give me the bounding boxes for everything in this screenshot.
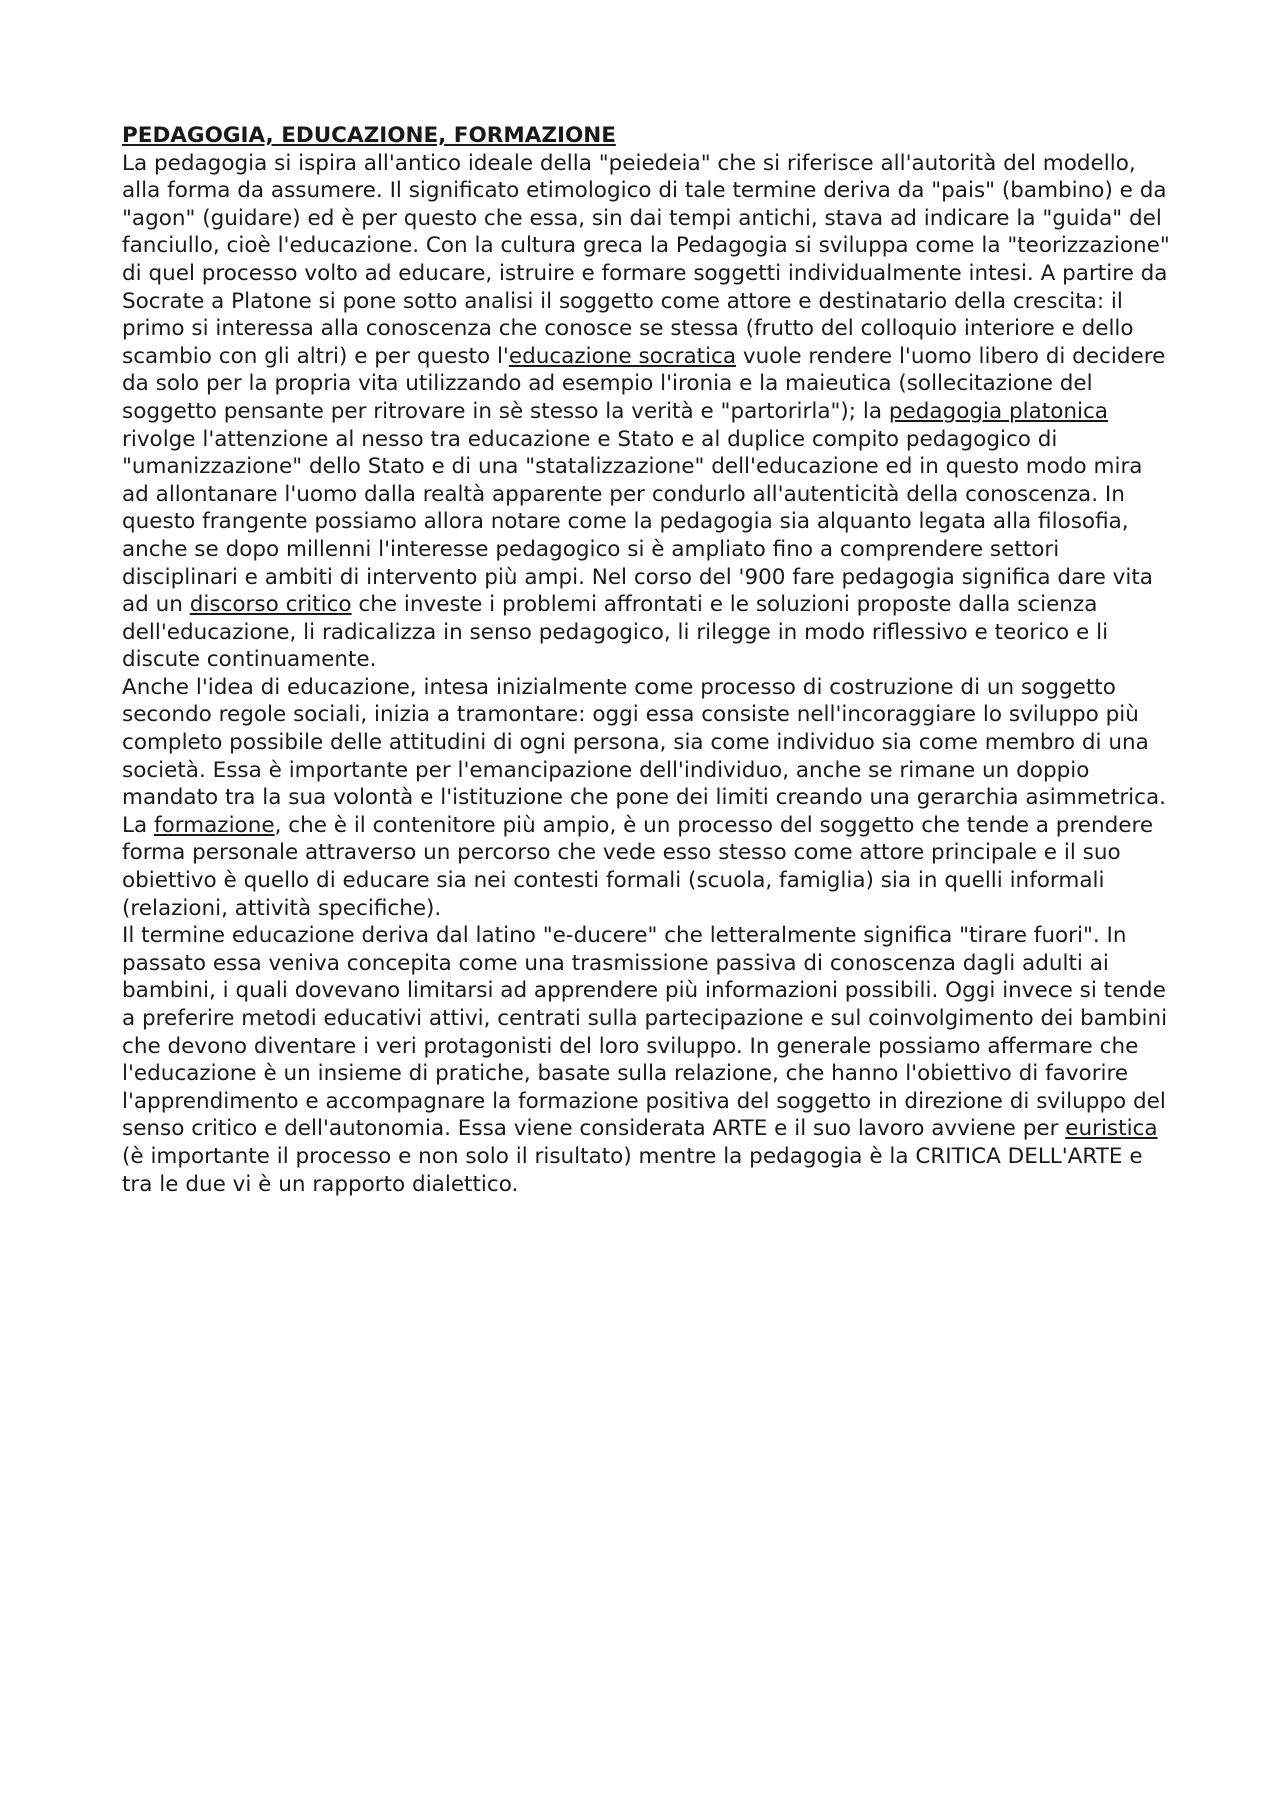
underlined-term-discorso-critico: discorso critico	[189, 592, 352, 618]
paragraph-text: , che è il contenitore più ampio, è un processo del soggetto che tende a prendere forma personale attraverso un percorso che vede esso stesso come attore principale e il suo obiettivo è quello di educare sia nei contesti formali (scuola, famiglia) sia in quelli informali (relazioni, attività specifiche).	[122, 812, 1154, 921]
paragraph-text: La pedagogia si ispira all'antico ideale della "peiedeia" che si riferisce all'autorità del modello, alla forma da assumere. Il significato etimologico di tale termine deriva da "pais" (bambino) e da "agon" (guidare) ed è per questo che essa, sin dai tempi antichi, stava ad indicare la "guida" del fanciullo, cioè l'educazione. Con la cultura greca la Pedagogia si sviluppa come la "teorizzazione" di quel processo volto ad educare, istruire e formare soggetti individualmente intesi. A partire da Socrate a Platone si pone sotto analisi il soggetto come attore e destinatario della crescita: il primo si interessa alla conoscenza che conosce se stessa (frutto del colloquio interiore e dello scambio con gli altri) e per questo l'	[122, 150, 1170, 369]
document-page	[122, 122, 1172, 1198]
paragraph-educazione	[122, 674, 1172, 922]
paragraph-text: Il termine educazione deriva dal latino "e-ducere" che letteralmente significa "tirare fuori". In passato essa veniva concepita come una trasmissione passiva di conoscenza dagli adulti ai bambini, i quali dovevano limitarsi ad apprendere più informazioni possibili. Oggi invece si tende a preferire metodi educativi attivi, centrati sulla partecipazione e sul coinvolgimento dei bambini che devono diventare i veri protagonisti del loro sviluppo. In generale possiamo affermare che l'educazione è un insieme di pratiche, basate sulla relazione, che hanno l'obiettivo di favorire l'apprendimento e accompagnare la formazione positiva del soggetto in direzione di sviluppo del senso critico e dell'autonomia. Essa viene considerata ARTE e il suo lavoro avviene per	[122, 923, 1168, 1142]
underlined-term-euristica: euristica	[1065, 1116, 1158, 1142]
paragraph-pedagogia	[122, 150, 1172, 674]
paragraph-e-ducere	[122, 922, 1172, 1198]
document-title: PEDAGOGIA, EDUCAZIONE, FORMAZIONE	[122, 123, 616, 148]
paragraph-text: (è importante il processo e non solo il risultato) mentre la pedagogia è la CRITICA DELL'ARTE e tra le due vi è un rapporto dialettico.	[122, 1143, 1143, 1197]
paragraph-text: rivolge l'attenzione al nesso tra educazione e Stato e al duplice compito pedagogico di "umanizzazione" dello Stato e di una "statalizzazione" dell'educazione ed in questo modo mira ad allontanare l'uomo dalla realtà apparente per condurlo all'autenticità della conoscenza. In questo frangente possiamo allora notare come la pedagogia sia alquanto legata alla filosofia, anche se dopo millenni l'interesse pedagogico si è ampliato fino a comprendere settori disciplinari e ambiti di intervento più ampi. Nel corso del '900 fare pedagogia significa dare vita ad un	[122, 426, 1153, 618]
underlined-term-pedagogia-platonica: pedagogia platonica	[888, 398, 1108, 424]
paragraph-text: che investe i problemi affrontati e le soluzioni proposte dalla scienza dell'educazione, li radicalizza in senso pedagogico, li rilegge in modo riflessivo e teorico e li discute continuamente.	[122, 592, 1109, 673]
underlined-term-formazione: formazione	[154, 812, 275, 838]
paragraph-text: Anche l'idea di educazione, intesa inizialmente come processo di costruzione di un soggetto secondo regole sociali, inizia a tramontare: oggi essa consiste nell'incoraggiare lo sviluppo più completo possibile delle attitudini di ogni persona, sia come individuo sia come membro di una società. Essa è importante per l'emancipazione dell'individuo, anche se rimane un doppio mandato tra la sua volontà e l'istituzione che pone dei limiti creando una gerarchia asimmetrica. La	[122, 674, 1166, 838]
paragraph-text: vuole rendere l'uomo libero di decidere da solo per la propria vita utilizzando ad esempio l'ironia e la maieutica (sollecitazione del soggetto pensante per ritrovare in sè stesso la verità e "partorirla"); la	[122, 343, 1166, 424]
underlined-term-educazione-socratica: educazione socratica	[508, 343, 737, 369]
